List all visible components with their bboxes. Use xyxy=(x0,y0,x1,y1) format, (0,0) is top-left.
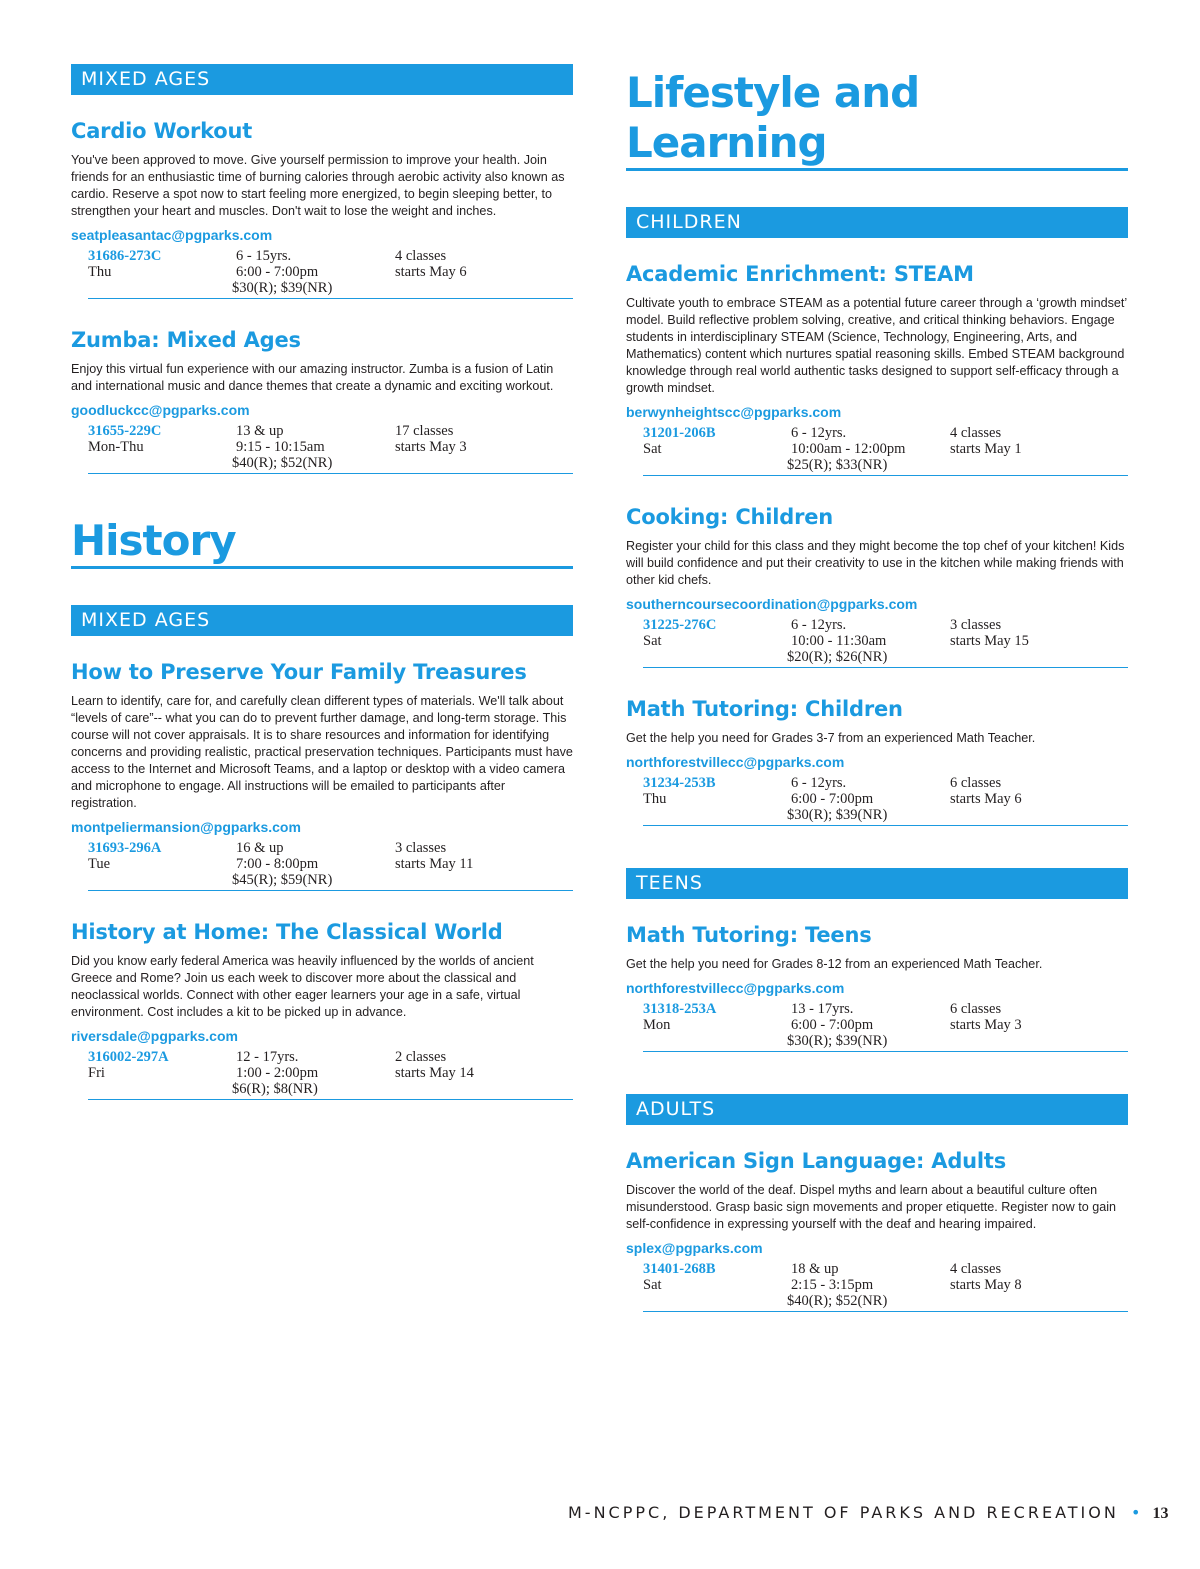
course-ages: 6 - 15yrs. xyxy=(236,248,292,264)
course-title: Math Tutoring: Children xyxy=(626,697,903,721)
course-day: Mon xyxy=(643,1017,671,1033)
course-day: Sat xyxy=(643,441,662,457)
course-day: Fri xyxy=(88,1065,105,1081)
course-title: Math Tutoring: Teens xyxy=(626,923,872,947)
course-day: Sat xyxy=(643,1277,662,1293)
course-schedule xyxy=(88,1049,573,1100)
course-ages: 6 - 12yrs. xyxy=(791,617,847,633)
course-start-date: starts May 3 xyxy=(395,439,467,455)
course-email-link[interactable]: riversdale@pgparks.com xyxy=(71,1028,238,1044)
course-code: 31225-276C xyxy=(643,617,717,633)
course-fee: $40(R); $52(NR) xyxy=(232,455,333,471)
course-start-date: starts May 6 xyxy=(395,264,467,280)
course-email-link[interactable]: berwynheightscc@pgparks.com xyxy=(626,404,842,420)
course-email-link[interactable]: southerncoursecoordination@pgparks.com xyxy=(626,596,918,612)
course-day: Mon-Thu xyxy=(88,439,144,455)
page-footer xyxy=(568,1503,1169,1523)
course-ages: 13 - 17yrs. xyxy=(791,1001,854,1017)
course-description: Get the help you need for Grades 3-7 from an experienced Math Teacher. xyxy=(626,731,1036,745)
course-email-link[interactable]: northforestvillecc@pgparks.com xyxy=(626,754,845,770)
course-start-date: starts May 6 xyxy=(950,791,1022,807)
course-description: Discover the world of the deaf. Dispel myths and learn about a beautiful culture often misunderstood. Grasp basic sign movements and proper etiquette. Register now to gain self-confidence in expressing yourself with the deaf and hearing impaired. xyxy=(626,1183,1117,1231)
course-code: 31318-253A xyxy=(643,1001,717,1017)
course-schedule xyxy=(643,1001,1128,1052)
course-schedule xyxy=(88,423,573,474)
course-time: 6:00 - 7:00pm xyxy=(236,264,319,280)
course-cooking-children xyxy=(626,504,1128,668)
course-class-count: 6 classes xyxy=(950,775,1002,791)
course-fee: $25(R); $33(NR) xyxy=(787,457,888,473)
course-fee: $30(R); $39(NR) xyxy=(787,807,888,823)
course-title: Academic Enrichment: STEAM xyxy=(626,262,974,286)
section-band-adults: ADULTS xyxy=(626,1094,1128,1125)
section-title-history: History xyxy=(71,516,573,569)
section-title-lifestyle: Lifestyle and Learning xyxy=(626,68,1128,171)
course-schedule xyxy=(643,617,1128,668)
course-start-date: starts May 1 xyxy=(950,441,1022,457)
course-title: Zumba: Mixed Ages xyxy=(71,328,301,352)
course-day: Thu xyxy=(643,791,667,807)
course-title: Cooking: Children xyxy=(626,505,834,529)
course-code: 316002-297A xyxy=(88,1049,169,1065)
course-class-count: 6 classes xyxy=(950,1001,1002,1017)
course-ages: 13 & up xyxy=(236,423,284,439)
course-start-date: starts May 8 xyxy=(950,1277,1022,1293)
course-class-count: 3 classes xyxy=(395,840,447,856)
course-code: 31655-229C xyxy=(88,423,162,439)
course-description: Cultivate youth to embrace STEAM as a potential future career through a ‘growth mindset’ model. Build reflective problem solving, creative, and critical thinking behaviors. Engage students in interdisciplinary STEAM (Science, Technology, Engineering, Arts, and Mathematics) content which nurtures spatial reasoning skills. Embed STEAM background knowledge through real world authentic tasks designed to support self-efficacy through a growth mindset. xyxy=(626,296,1127,395)
course-time: 7:00 - 8:00pm xyxy=(236,856,319,872)
course-time: 2:15 - 3:15pm xyxy=(791,1277,874,1293)
footer-bullet: • xyxy=(1130,1503,1141,1522)
course-ages: 6 - 12yrs. xyxy=(791,775,847,791)
course-time: 10:00am - 12:00pm xyxy=(791,441,906,457)
course-description: You've been approved to move. Give yourself permission to improve your health. Join friends for an enthusiastic time of burning calories through aerobic activity also known as cardio. Reserve a spot now to start feeling more energized, to begin sleeping better, to strengthen your heart and muscles. Don't wait to lose the weight and inches. xyxy=(71,153,565,218)
course-title: How to Preserve Your Family Treasures xyxy=(71,660,527,684)
course-ages: 12 - 17yrs. xyxy=(236,1049,299,1065)
course-start-date: starts May 14 xyxy=(395,1065,474,1081)
course-start-date: starts May 11 xyxy=(395,856,474,872)
course-ages: 6 - 12yrs. xyxy=(791,425,847,441)
course-fee: $40(R); $52(NR) xyxy=(787,1293,888,1309)
section-band-children: CHILDREN xyxy=(626,207,1128,238)
course-email-link[interactable]: montpeliermansion@pgparks.com xyxy=(71,819,301,835)
course-description: Get the help you need for Grades 8-12 from an experienced Math Teacher. xyxy=(626,957,1043,971)
course-schedule xyxy=(643,425,1128,476)
course-math-teens xyxy=(626,922,1128,1052)
course-fee: $20(R); $26(NR) xyxy=(787,649,888,665)
course-email-link[interactable]: seatpleasantac@pgparks.com xyxy=(71,227,273,243)
section-band-mixed-ages: MIXED AGES xyxy=(71,605,573,636)
course-time: 1:00 - 2:00pm xyxy=(236,1065,319,1081)
course-class-count: 4 classes xyxy=(950,1261,1002,1277)
right-column xyxy=(626,0,1128,1312)
course-title: History at Home: The Classical World xyxy=(71,920,503,944)
page-number: 13 xyxy=(1152,1505,1169,1522)
course-code: 31201-206B xyxy=(643,425,716,441)
course-description: Learn to identify, care for, and carefully clean different types of materials. We'll talk about “levels of care”-- what you can do to prevent further damage, and long-term storage. This course will not cover appraisals. It is to share resources and information for identifying concerns and providing realistic, practical preservation techniques. Participants must have access to the Internet and Microsoft Teams, and a laptop or desktop with a video camera and microphone to engage. All instructions will be emailed to participants after registration. xyxy=(71,694,573,810)
course-day: Sat xyxy=(643,633,662,649)
course-description: Did you know early federal America was heavily influenced by the worlds of ancient Greece and Rome? Join us each week to discover more about the classical and neoclassical worlds. Connect with other eager learners your age in a safe, virtual environment. Cost includes a kit to be picked up in advance. xyxy=(71,954,534,1019)
course-schedule xyxy=(88,248,573,299)
course-asl xyxy=(626,1148,1128,1312)
course-zumba xyxy=(71,327,573,474)
section-band-mixed-ages: MIXED AGES xyxy=(71,64,573,95)
course-classical-world xyxy=(71,919,573,1100)
course-fee: $45(R); $59(NR) xyxy=(232,872,333,888)
course-day: Thu xyxy=(88,264,112,280)
course-class-count: 4 classes xyxy=(950,425,1002,441)
course-title: Cardio Workout xyxy=(71,119,253,143)
course-time: 6:00 - 7:00pm xyxy=(791,791,874,807)
course-fee: $30(R); $39(NR) xyxy=(787,1033,888,1049)
course-steam xyxy=(626,261,1128,476)
course-schedule xyxy=(643,1261,1128,1312)
course-day: Tue xyxy=(88,856,111,872)
course-time: 10:00 - 11:30am xyxy=(791,633,887,649)
left-column xyxy=(71,0,573,1100)
course-fee: $6(R); $8(NR) xyxy=(232,1081,318,1097)
course-time: 6:00 - 7:00pm xyxy=(791,1017,874,1033)
course-time: 9:15 - 10:15am xyxy=(236,439,325,455)
course-ages: 16 & up xyxy=(236,840,284,856)
course-fee: $30(R); $39(NR) xyxy=(232,280,333,296)
course-email-link[interactable]: northforestvillecc@pgparks.com xyxy=(626,980,845,996)
course-schedule xyxy=(643,775,1128,826)
course-class-count: 4 classes xyxy=(395,248,447,264)
section-band-teens: TEENS xyxy=(626,868,1128,899)
course-description: Register your child for this class and they might become the top chef of your kitchen! Kids will build confidence and put their creativity to use in the kitchen while making friends with other kid chefs. xyxy=(626,539,1125,587)
course-schedule xyxy=(88,840,573,891)
course-code: 31693-296A xyxy=(88,840,162,856)
course-title: American Sign Language: Adults xyxy=(626,1149,1007,1173)
course-math-children xyxy=(626,696,1128,826)
course-class-count: 17 classes xyxy=(395,423,454,439)
course-class-count: 3 classes xyxy=(950,617,1002,633)
course-description: Enjoy this virtual fun experience with our amazing instructor. Zumba is a fusion of Latin and international music and dance themes that create a dynamic and exciting workout. xyxy=(71,362,554,393)
course-code: 31234-253B xyxy=(643,775,716,791)
course-start-date: starts May 15 xyxy=(950,633,1029,649)
course-email-link[interactable]: goodluckcc@pgparks.com xyxy=(71,402,250,418)
course-class-count: 2 classes xyxy=(395,1049,447,1065)
course-cardio-workout xyxy=(71,118,573,299)
course-family-treasures xyxy=(71,659,573,891)
course-ages: 18 & up xyxy=(791,1261,839,1277)
course-email-link[interactable]: splex@pgparks.com xyxy=(626,1240,763,1256)
course-code: 31401-268B xyxy=(643,1261,716,1277)
course-code: 31686-273C xyxy=(88,248,162,264)
course-start-date: starts May 3 xyxy=(950,1017,1022,1033)
footer-text: M-NCPPC, DEPARTMENT OF PARKS AND RECREATION xyxy=(568,1503,1119,1522)
